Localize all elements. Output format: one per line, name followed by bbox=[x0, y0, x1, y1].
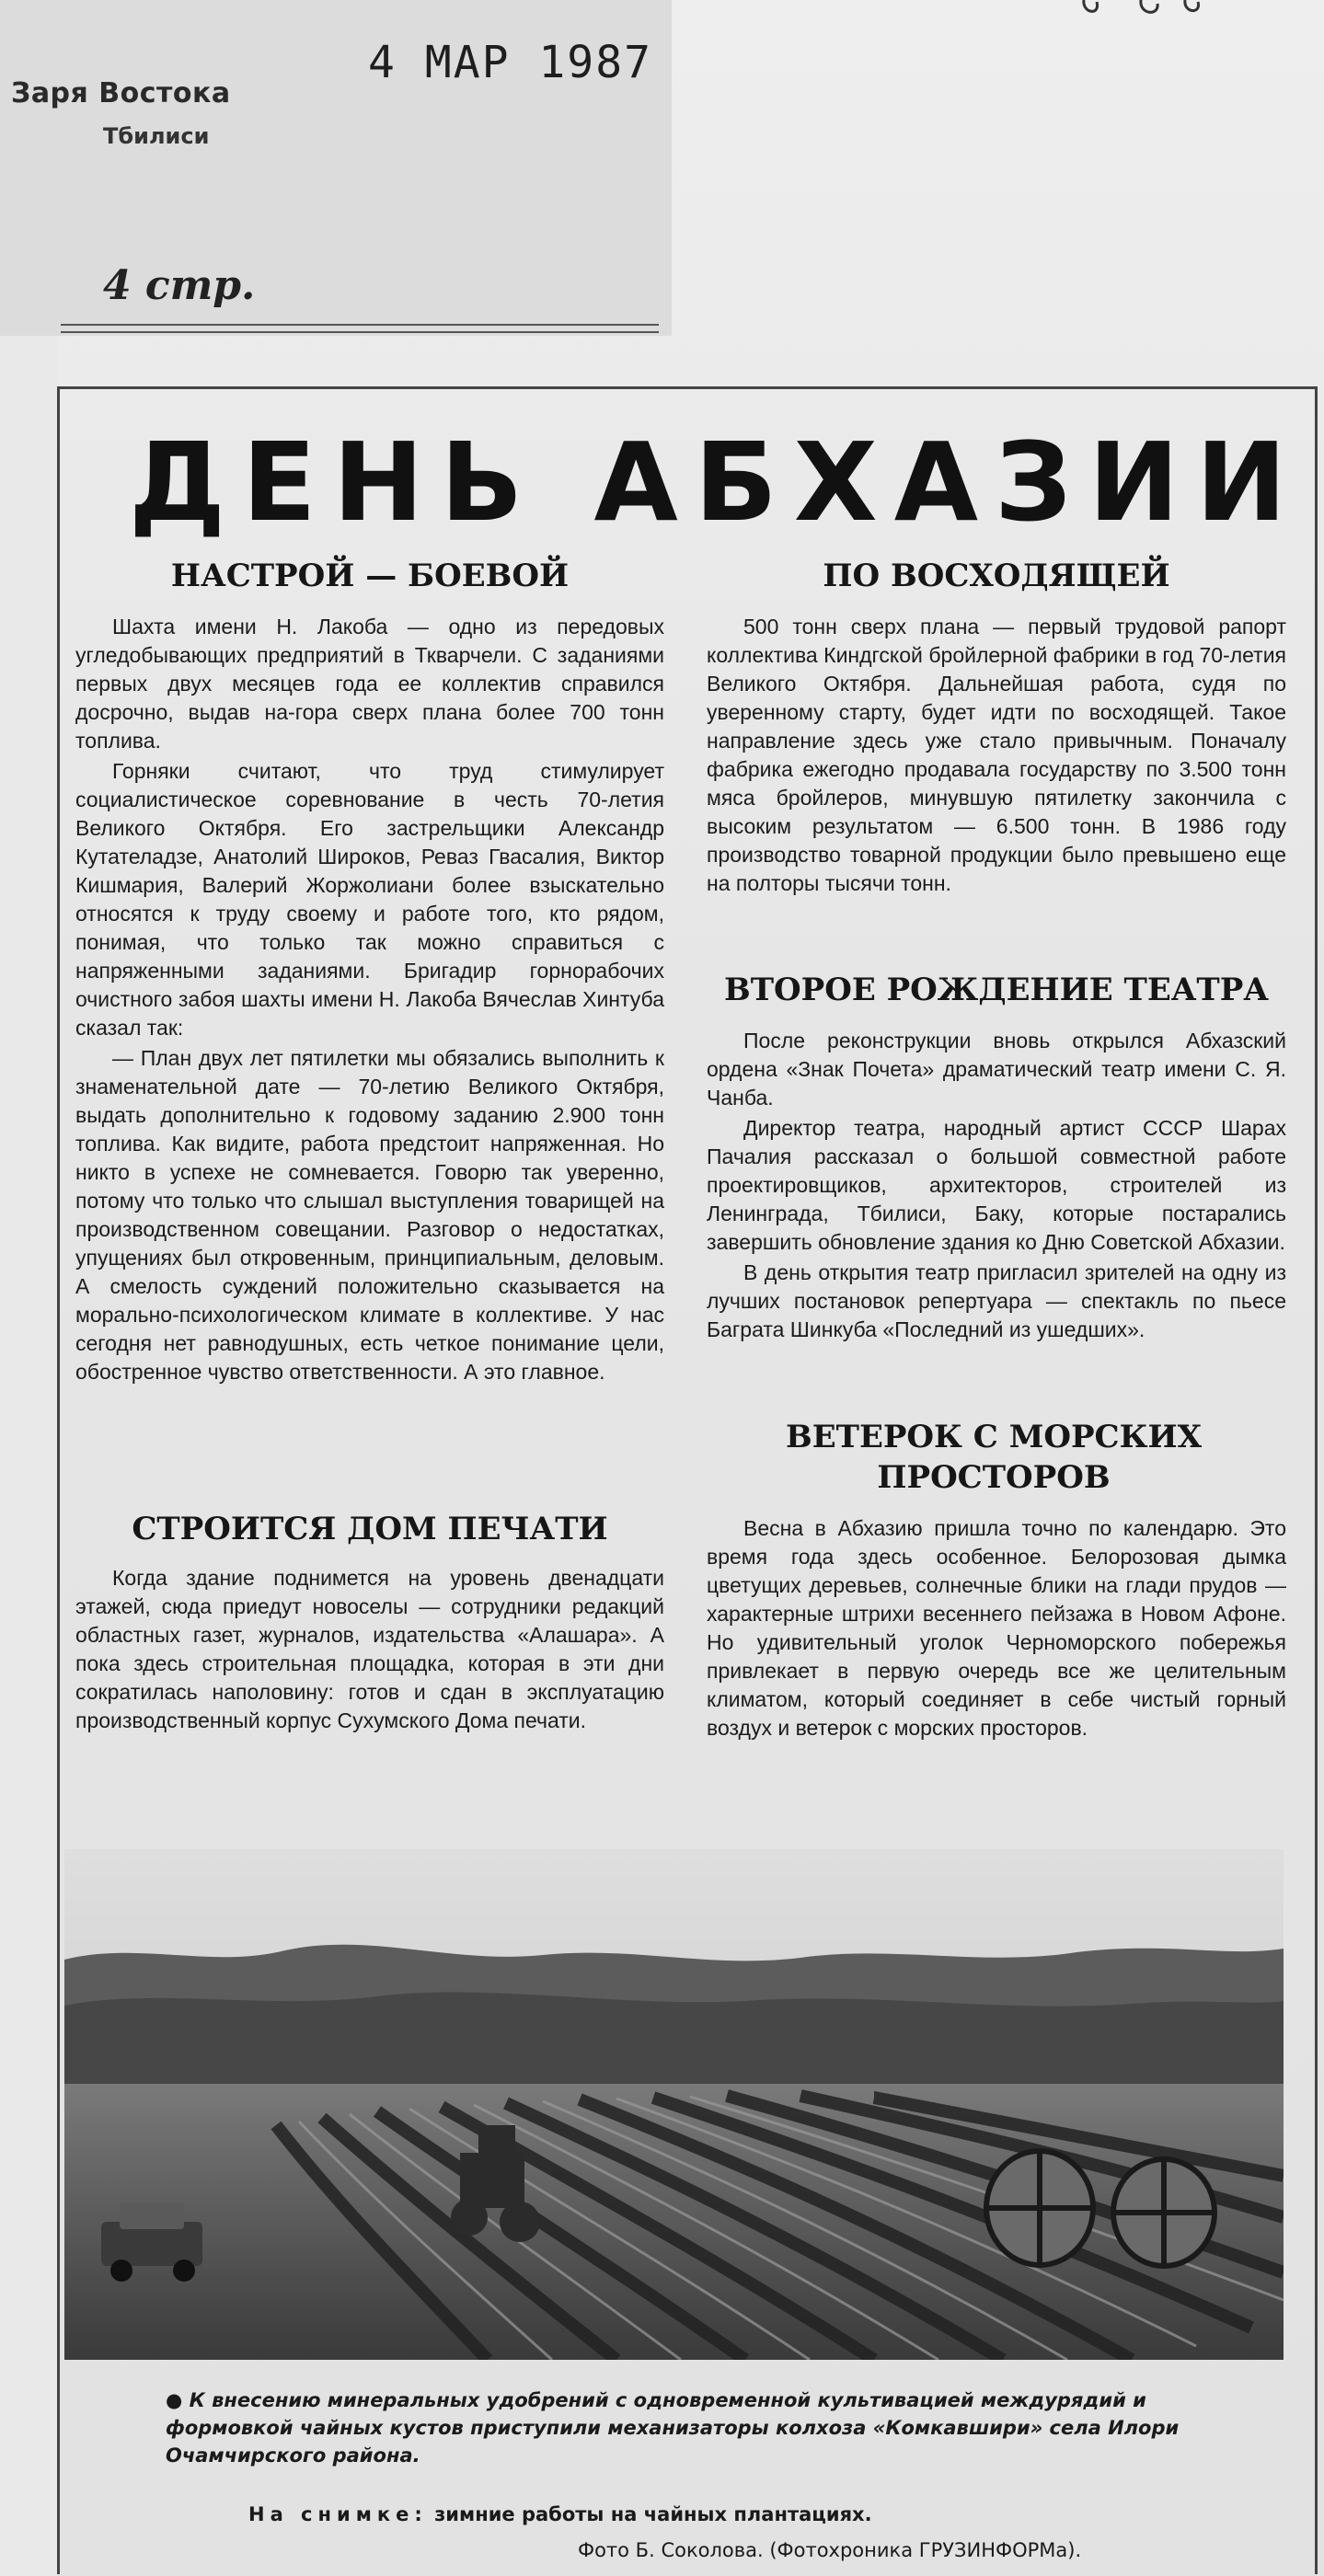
photo-subcaption bbox=[248, 2501, 1261, 2528]
margin-strip bbox=[0, 336, 57, 2576]
headline-dom-pechati: СТРОИТСЯ ДОМ ПЕЧАТИ bbox=[132, 1511, 608, 1547]
paragraph: 500 тонн сверх плана — первый трудовой рапорт коллектива Киндгской бройлерной фабрики в год 70-летия Великого Октября. Дальнейшая работа, судя по уверенному старту, будет идти по восходящей. Такое направление здесь уже стало привычным. Поначалу фабрика ежегодно продавала государству по 3.500 тонн мяса бройлеров, минувшую пятилетку закончила с высоким результатом — 6.500 тонн. В 1986 году производство товарной продукции было превышено еще на полторы тысячи тонн. bbox=[707, 615, 1286, 895]
headline-teatr: ВТОРОЕ РОЖДЕНИЕ ТЕАТРА bbox=[724, 972, 1269, 1008]
newspaper-name: Заря Востока bbox=[11, 77, 231, 109]
photo-tea-plantation bbox=[64, 1849, 1284, 2360]
article-teatr bbox=[707, 1027, 1286, 1346]
paragraph: Горняки считают, что труд стимулирует социалистическое соревнование в честь 70-летия Великого Октября. Его застрельщики Александр Кутателадзе, Анатолий Широков, Реваз Гвасалия, Виктор Кишмария, Валерий Жоржолиани более взыскательно относятся к труду своему и работе того, кто рядом, понимая, что только так можно справиться с напряженными заданиями. Бригадир горнорабочих очистного забоя шахты имени Н. Лакоба Вячеслав Хинтуба сказал так: bbox=[75, 759, 664, 1040]
photo-caption-text: К внесению минеральных удобрений с одновременной культивацией междурядий и формовкой чайных кустов приступили механизаторы колхоза «Комкавшири» села Илори Очамчирского района. bbox=[166, 2389, 1180, 2467]
article-po-voskhodyashchei bbox=[707, 613, 1286, 900]
paragraph: Когда здание поднимется на уровень двенадцати этажей, сюда приедут новоселы — сотрудники редакций областных газет, журналов, издательства «Алашара». А пока здесь строительная площадка, которая в эти дни сократилась наполовину: готов и сдан в эксплуатацию производственный корпус Сухумского Дома печати. bbox=[75, 1566, 664, 1732]
photo-credit: Фото Б. Соколова. (Фотохроника ГРУЗИНФОРМа). bbox=[578, 2539, 1082, 2561]
newspaper-city: Тбилиси bbox=[103, 123, 210, 149]
headline-veterok: ВЕТЕРОК С МОРСКИХ ПРОСТОРОВ bbox=[785, 1419, 1203, 1496]
header-rule bbox=[61, 324, 659, 333]
article-nastroi bbox=[75, 613, 664, 1388]
article-dom-pechati bbox=[75, 1564, 664, 1737]
bullet-icon: ● bbox=[166, 2389, 183, 2411]
headline-nastroi: НАСТРОЙ — БОЕВОЙ bbox=[170, 558, 570, 594]
paragraph: Весна в Абхазию пришла точно по календарю. Это время года здесь особенное. Белорозовая дымка цветущих деревьев, солнечные блики на глади прудов — характерные штрихи весеннего пейзажа в Новом Афоне. Но удивительный уголок Черноморского побережья привлекает в первую очередь все же целительным климатом, который соединяет в себе чистый горный воздух и ветерок с морских просторов. bbox=[707, 1516, 1286, 1740]
handwritten-mark bbox=[1076, 0, 1205, 28]
paragraph: После реконструкции вновь открылся Абхазский ордена «Знак Почета» драматический театр имени С. Я. Чанба. bbox=[707, 1029, 1286, 1110]
paragraph: Шахта имени Н. Лакоба — одно из передовых угледобывающих предприятий в Ткварчели. С заданиями первых двух месяцев года ее коллектив справился досрочно, выдав на-гора сверх плана более 700 тонн топлива. bbox=[75, 615, 664, 753]
paragraph: — План двух лет пятилетки мы обязались выполнить к знаменательной дате — 70-летию Великого Октября, выдать дополнительно к годовому заданию 2.900 тонн топлива. Как видите, работа предстоит напряженная. Но никто в успехе не сомневается. Говорю так уверенно, потому что только что слышал выступления товарищей на производственном совещании. Разговор о недостатках, упущениях был откровенным, принципиальным, деловым. А смелость суждений положительно сказывается на морально-психологическом климате в коллективе. У нас сегодня нет равнодушных, есть четкое понимание цели, обостренное чувство ответственности. А это главное. bbox=[75, 1046, 664, 1384]
article-veterok bbox=[707, 1514, 1286, 1744]
paragraph: Директор театра, народный артист СССР Шарах Пачалия рассказал о большой совместной работе проектировщиков, архитекторов, строителей из Ленинграда, Тбилиси, Баку, которые постарались завершить обновление здания ко Дню Советской Абхазии. bbox=[707, 1116, 1286, 1254]
headline-po-voskhodyashchei: ПО ВОСХОДЯЩЕЙ bbox=[823, 558, 1170, 594]
photo-subcaption-text: зимние работы на чайных плантациях. bbox=[434, 2503, 872, 2525]
photo-subcaption-label: На снимке: bbox=[248, 2503, 428, 2525]
photo-caption bbox=[166, 2386, 1279, 2469]
page-title: ДЕНЬ АБХАЗИИ bbox=[129, 419, 1304, 546]
page-number: 4 стр. bbox=[103, 262, 256, 309]
date-stamp: 4 МАР 1987 bbox=[368, 37, 652, 88]
paragraph: В день открытия театр пригласил зрителей на одну из лучших постановок репертуара — спектакль по пьесе Баграта Шинкуба «Последний из ушедших». bbox=[707, 1260, 1286, 1341]
